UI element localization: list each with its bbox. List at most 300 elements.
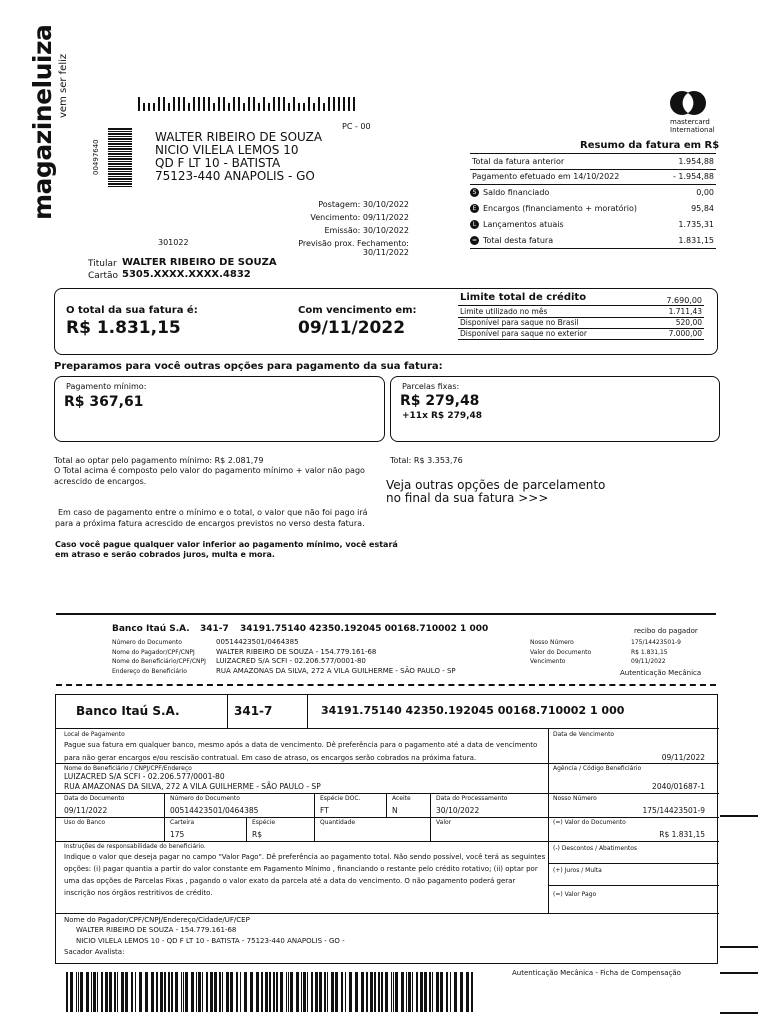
aceite: N <box>392 806 398 815</box>
recibo-right-label: Vencimento <box>530 658 566 665</box>
date-fechamento: Previsão prox. Fechamento: 30/11/2022 <box>298 239 409 257</box>
boleto-footer: Autenticação Mecânica - Ficha de Compensação <box>512 969 681 977</box>
carteira: 175 <box>170 830 185 839</box>
barcode-bar <box>440 972 443 1012</box>
date-emissao: Emissão: 30/10/2022 <box>324 226 409 235</box>
barcode-bar <box>173 97 175 111</box>
barcode-bar <box>268 103 270 111</box>
recibo-title: recibo do pagador <box>634 627 698 635</box>
benef-label: Nome do Beneficiário / CNPJ/CPF/Endereço <box>64 765 192 772</box>
barcode-bar <box>401 972 404 1012</box>
barcode-bar <box>341 972 343 1012</box>
pagador-line2: NICIO VILELA LEMOS 10 - QD F LT 10 - BATISTA - 75123-440 ANAPOLIS - GO - <box>76 937 345 945</box>
barcode-bar <box>466 972 469 1012</box>
cut-line <box>56 684 716 686</box>
barcode-bar <box>158 97 160 111</box>
barcode-bar <box>250 972 253 1012</box>
barcode-bar <box>153 103 155 111</box>
card-brand-line1: mastercard <box>670 118 710 126</box>
barcode-bar <box>381 972 383 1012</box>
data-proc: 30/10/2022 <box>436 806 480 815</box>
barcode-bar <box>331 972 334 1012</box>
barcode-bar <box>318 97 320 111</box>
envelope-code: PC - 00 <box>342 122 371 131</box>
divider <box>246 817 247 841</box>
barcode-bar <box>454 972 457 1012</box>
nosso-label: Nosso Número <box>553 795 597 802</box>
barcode-bar <box>446 972 448 1012</box>
barcode-bar <box>307 972 308 1012</box>
barcode-bar <box>290 972 293 1012</box>
barcode-bar <box>202 972 203 1012</box>
barcode-bar <box>348 97 350 111</box>
limite-row-value: 7.000,00 <box>668 329 702 338</box>
data-doc-label: Data do Documento <box>64 795 125 802</box>
boleto-code: 341-7 <box>234 704 273 718</box>
barcode-bar <box>374 972 376 1012</box>
barcode-bar <box>366 972 368 1012</box>
barcode-bar <box>278 97 280 111</box>
warn-line2: em atraso e serão cobrados juros, multa e mora. <box>55 550 275 559</box>
venc-value: 09/11/2022 <box>298 318 406 338</box>
divider <box>56 613 716 615</box>
barcode-bar <box>101 972 103 1012</box>
valor-doc-label: (=) Valor do Documento <box>553 819 626 826</box>
barcode-bar <box>333 97 335 111</box>
barcode-bar <box>93 972 96 1012</box>
barcode-bar <box>148 103 150 111</box>
barcode-bar <box>296 972 299 1012</box>
especie-label: Espécie <box>252 819 276 826</box>
side-barcode <box>108 127 132 187</box>
barcode-bar <box>324 972 326 1012</box>
barcode-bar <box>265 972 268 1012</box>
divider <box>56 728 719 729</box>
barcode-bar <box>168 972 170 1012</box>
barcode-bar <box>168 103 170 111</box>
recipient-line2: NICIO VILELA LEMOS 10 <box>155 143 299 157</box>
barcode-bar <box>311 972 313 1012</box>
local-line2: para não gerar encargos e/ou rescisão contratual. Em caso de atraso, os encargos serão cobrados na próxima fatura. <box>64 754 477 762</box>
barcode-bar <box>308 97 310 111</box>
limite-row-value: 1.711,43 <box>668 307 702 316</box>
boleto-slip <box>55 694 718 964</box>
brand-tagline: vem ser feliz <box>58 53 69 118</box>
barcode-bar <box>248 97 250 111</box>
resumo-row-label: Pagamento efetuado em 14/10/2022 <box>472 172 620 181</box>
barcode-bar <box>163 97 165 111</box>
total-value: R$ 1.831,15 <box>66 318 181 338</box>
pagador-line1: WALTER RIBEIRO DE SOUZA - 154.779.161-68 <box>76 926 237 934</box>
info-line1: Em caso de pagamento entre o mínimo e o total, o valor que não foi pago irá <box>58 508 368 517</box>
barcode-bar <box>206 972 208 1012</box>
barcode-bar <box>183 97 185 111</box>
parcelas-value: R$ 279,48 <box>400 393 480 409</box>
recibo-row-label: Nome do Pagador/CPF/CNPJ <box>112 649 195 656</box>
divider <box>470 153 716 154</box>
resumo-row <box>470 172 716 181</box>
boleto-bank: Banco Itaú S.A. <box>76 704 180 718</box>
resumo-row-value: - 1.954,88 <box>672 172 714 181</box>
barcode-bar <box>395 972 398 1012</box>
local-label: Local de Pagamento <box>64 731 125 738</box>
barcode-bar <box>253 97 255 111</box>
divider <box>56 817 719 818</box>
barcode-bar <box>280 972 283 1012</box>
resumo-row-label-wrap <box>470 236 553 245</box>
total-label: O total da sua fatura é: <box>66 305 198 316</box>
resumo-row <box>470 236 716 245</box>
resumo-row-label: Saldo financiado <box>483 188 550 197</box>
barcode-bar <box>198 972 201 1012</box>
options-heading: Preparamos para você outras opções para pagamento da sua fatura: <box>54 361 443 372</box>
carteira-label: Carteira <box>170 819 195 826</box>
barcode-bar <box>273 97 275 111</box>
barcode-bar <box>236 972 238 1012</box>
barcode-bar <box>298 103 300 111</box>
barcode-bar <box>91 972 92 1012</box>
juros-label: (+) Juros / Multa <box>553 867 602 874</box>
uso-label: Uso do Banco <box>64 819 106 826</box>
warn-line1: Caso você pague qualquer valor inferior ao pagamento mínimo, você estará <box>55 540 398 549</box>
divider <box>56 913 719 914</box>
barcode-bar <box>185 972 188 1012</box>
resumo-row-value: 1.831,15 <box>678 236 714 245</box>
instr-line2: opções: (i) pagar quantia a partir do valor constante em Pagamento Mínimo , financiando o restante pelo crédito rotativo; (ii) optar por <box>64 865 538 873</box>
barcode-bar <box>117 972 118 1012</box>
descontos-label: (-) Descontos / Abatimentos <box>553 845 638 852</box>
envelope-ref: 301022 <box>158 238 189 247</box>
veja-line1[interactable]: Veja outras opções de parcelamento <box>386 478 606 492</box>
recibo-right-value: 175/14423501-9 <box>631 639 681 646</box>
recibo-code: 341-7 <box>200 624 229 634</box>
barcode-bar <box>188 103 190 111</box>
barcode-bar <box>218 97 220 111</box>
barcode-bar <box>171 972 173 1012</box>
barcode-bar <box>193 97 195 111</box>
barcode-bar <box>391 972 392 1012</box>
barcode-bar <box>420 972 423 1012</box>
divider <box>548 885 719 886</box>
resumo-row-label: Encargos (financiamento + moratório) <box>483 204 638 213</box>
especie: R$ <box>252 830 262 839</box>
mastercard-logo-icon <box>668 90 708 116</box>
barcode-bar <box>345 972 346 1012</box>
barcode-bar <box>219 972 221 1012</box>
barcode-bar <box>76 972 77 1012</box>
recibo-row-label: Nome do Beneficiário/CPF/CNPJ <box>112 658 206 665</box>
resumo-row-label-wrap <box>470 188 549 197</box>
barcode-bar <box>301 972 302 1012</box>
resumo-title: Resumo da fatura em R$ <box>580 140 720 151</box>
date-postagem: Postagem: 30/10/2022 <box>318 200 409 209</box>
benef-line2: RUA AMAZONAS DA SILVA, 272 A VILA GUILHERME - SÃO PAULO - SP <box>64 782 321 791</box>
nosso-value: 175/14423501-9 <box>642 806 705 815</box>
limite-row-value: 520,00 <box>675 318 702 327</box>
recipient-line4: 75123-440 ANAPOLIS - GO <box>155 169 315 183</box>
barcode-bar <box>198 97 200 111</box>
instr-line4: inscrição nos órgãos restritivos de crédito. <box>64 889 213 897</box>
barcode-bar <box>256 972 259 1012</box>
recibo-row-value: 00514423501/0464385 <box>216 638 299 646</box>
barcode-bar <box>471 972 473 1012</box>
num-doc: 00514423501/0464385 <box>170 806 259 815</box>
barcode-bar <box>139 972 142 1012</box>
pagador-label: Nome do Pagador/CPF/CNPJ/Endereço/Cidade/UF/CEP <box>64 916 250 924</box>
total-parcelas: Total: R$ 3.353,76 <box>390 456 463 465</box>
barcode-bar <box>385 972 388 1012</box>
resumo-row <box>470 204 716 213</box>
divider <box>307 695 308 728</box>
venc-label: Com vencimento em: <box>298 305 417 316</box>
barcode-bar <box>135 972 136 1012</box>
barcode-bar <box>80 972 83 1012</box>
barcode-bar <box>263 97 265 111</box>
barcode-bar <box>203 97 205 111</box>
barcode-bar <box>243 103 245 111</box>
barcode-bar <box>361 972 364 1012</box>
recipient-line1: WALTER RIBEIRO DE SOUZA <box>155 130 323 144</box>
resumo-row <box>470 220 716 229</box>
resumo-row-value: 95,84 <box>691 204 714 213</box>
especie-doc-label: Espécie DOC. <box>320 795 361 802</box>
recibo-autent: Autenticação Mecânica <box>620 669 702 677</box>
benef-line1: LUIZACRED S/A SCFI - 02.206.577/0001-80 <box>64 772 225 781</box>
barcode-bar <box>261 972 263 1012</box>
barcode-bar <box>338 97 340 111</box>
barcode-bar <box>327 972 328 1012</box>
barcode-bar <box>160 972 163 1012</box>
card-number: 5305.XXXX.XXXX.4832 <box>122 269 251 280</box>
parcelas-detail: +11x R$ 279,48 <box>402 411 483 421</box>
resumo-row-icon: = <box>471 237 478 244</box>
barcode-bar <box>151 972 154 1012</box>
data-proc-label: Data do Processamento <box>436 795 508 802</box>
divider <box>56 793 719 794</box>
titular-label: Titular <box>88 259 117 269</box>
barcode-bar <box>178 97 180 111</box>
instr-line3: uma das opções de Parcelas Fixas , pagando o valor exato da parcela até a data do vencimento. O não pagamento poderá gerar <box>64 877 516 885</box>
barcode-bar <box>328 97 330 111</box>
recibo-right-label: Nosso Número <box>530 639 574 646</box>
instr-line1: Indique o valor que deseja pagar no campo "Valor Pago". Dê preferência ao pagamento total. Não sendo possível, você terá as seguintes <box>64 853 546 861</box>
valor-doc: R$ 1.831,15 <box>659 830 705 839</box>
barcode-bar <box>230 972 233 1012</box>
barcode-bar <box>288 103 290 111</box>
resumo-row-label: Total da fatura anterior <box>472 157 565 166</box>
payment-barcode <box>66 972 476 1012</box>
resumo-row-label: Lançamentos atuais <box>483 220 564 229</box>
margin-mark <box>720 1012 758 1014</box>
local-line1: Pague sua fatura em qualquer banco, mesmo após a data de vencimento. Dê preferência para o pagamento até a data de vencimento <box>64 741 538 749</box>
barcode-bar <box>319 972 322 1012</box>
barcode-bar <box>273 972 275 1012</box>
barcode-bar <box>432 972 433 1012</box>
divider <box>386 793 387 817</box>
titular-name: WALTER RIBEIRO DE SOUZA <box>122 257 277 268</box>
barcode-bar <box>222 972 223 1012</box>
total-text1: O Total acima é composto pelo valor do pagamento mínimo + valor não pago <box>54 466 365 475</box>
divider <box>470 184 716 185</box>
divider <box>458 339 704 340</box>
aceite-label: Aceite <box>392 795 411 802</box>
recibo-row-label: Número do Documento <box>112 639 182 646</box>
margin-mark <box>720 815 758 817</box>
barcode-bar <box>406 972 407 1012</box>
barcode-bar <box>353 97 355 111</box>
barcode-bar <box>408 972 411 1012</box>
barcode-bar <box>349 972 352 1012</box>
barcode-bar <box>393 972 394 1012</box>
barcode-bar <box>97 972 98 1012</box>
barcode-bar <box>210 972 213 1012</box>
barcode-bar <box>283 97 285 111</box>
resumo-row-label-wrap <box>470 157 564 166</box>
barcode-bar <box>370 972 373 1012</box>
veja-line2[interactable]: no final da sua fatura >>> <box>386 491 549 505</box>
margin-mark <box>720 946 758 948</box>
barcode-bar <box>156 972 158 1012</box>
parcelas-label: Parcelas fixas: <box>402 382 460 391</box>
margin-mark <box>720 972 758 974</box>
barcode-bar <box>429 972 431 1012</box>
barcode-bar <box>378 972 380 1012</box>
recibo-right-value: 09/11/2022 <box>631 658 666 665</box>
instr-label: Instruções de responsabilidade do beneficiário. <box>64 843 206 850</box>
barcode-bar <box>323 103 325 111</box>
barcode-bar <box>78 972 79 1012</box>
barcode-bar <box>293 97 295 111</box>
barcode-bar <box>424 972 427 1012</box>
divider <box>548 863 719 864</box>
resumo-row-value: 1.954,88 <box>678 157 714 166</box>
barcode-bar <box>343 97 345 111</box>
barcode-bar <box>436 972 439 1012</box>
divider <box>227 695 228 728</box>
barcode-bar <box>183 972 184 1012</box>
limite-title: Limite total de crédito <box>460 292 587 303</box>
divider <box>56 841 719 842</box>
barcode-bar <box>145 972 148 1012</box>
agencia-value: 2040/01687-1 <box>652 782 705 791</box>
side-code: 00497640 <box>92 139 100 175</box>
barcode-bar <box>355 972 358 1012</box>
minimo-value: R$ 367,61 <box>64 394 144 410</box>
venc-boleto: 09/11/2022 <box>661 753 705 762</box>
barcode-bar <box>223 97 225 111</box>
recibo-row-label: Endereço do Beneficiário <box>112 668 187 675</box>
avalista: Sacador Avalista: <box>64 948 125 956</box>
barcode-bar <box>313 103 315 111</box>
resumo-row <box>470 188 716 197</box>
barcode-bar <box>286 972 287 1012</box>
postal-barcode <box>138 97 360 111</box>
venc-label-boleto: Data de Vencimento <box>553 731 615 738</box>
resumo-row <box>470 157 716 166</box>
resumo-row-value: 0,00 <box>696 188 714 197</box>
barcode-bar <box>214 972 217 1012</box>
barcode-bar <box>226 972 229 1012</box>
valor-label: Valor <box>436 819 452 826</box>
limite-row-label: Disponível para saque no exterior <box>460 329 587 338</box>
barcode-bar <box>288 972 289 1012</box>
barcode-bar <box>233 97 235 111</box>
barcode-bar <box>86 972 89 1012</box>
recibo-line: 34191.75140 42350.192045 00168.710002 1 000 <box>240 624 489 634</box>
total-text2: acrescido de encargos. <box>54 477 147 486</box>
barcode-bar <box>175 972 178 1012</box>
card-brand-text <box>670 118 715 134</box>
recipient-line3: QD F LT 10 - BATISTA <box>155 156 281 170</box>
barcode-bar <box>196 972 197 1012</box>
info-line2: para a próxima fatura acrescido de encargos previstos no verso desta fatura. <box>55 519 365 528</box>
resumo-row-icon: E <box>470 204 479 213</box>
recibo-row-value: WALTER RIBEIRO DE SOUZA - 154.779.161-68 <box>216 648 377 656</box>
recibo-right-label: Valor do Documento <box>530 649 592 656</box>
barcode-bar <box>109 972 112 1012</box>
barcode-bar <box>244 972 247 1012</box>
barcode-bar <box>131 972 133 1012</box>
barcode-bar <box>412 972 413 1012</box>
barcode-bar <box>181 972 182 1012</box>
boleto-digitable-line[interactable]: 34191.75140 42350.192045 00168.710002 1 000 <box>321 704 625 717</box>
resumo-row-label-wrap <box>470 204 637 213</box>
resumo-row-icon: S <box>470 188 479 197</box>
barcode-bar <box>114 972 116 1012</box>
cartao-label: Cartão <box>88 271 119 281</box>
barcode-bar <box>125 972 128 1012</box>
barcode-bar <box>238 97 240 111</box>
pago-label: (=) Valor Pago <box>553 891 597 898</box>
resumo-row-label: Total desta fatura <box>483 236 554 245</box>
divider <box>470 248 716 249</box>
card-brand-line2: International <box>670 126 715 134</box>
recibo-bank: Banco Itaú S.A. <box>112 624 190 634</box>
limite-total: 7.690,00 <box>666 296 702 305</box>
divider <box>56 763 719 764</box>
barcode-bar <box>208 97 210 111</box>
total-minimo: Total ao optar pelo pagamento mínimo: R$ 2.081,79 <box>54 456 264 465</box>
barcode-bar <box>303 972 306 1012</box>
minimo-label: Pagamento mínimo: <box>66 382 147 391</box>
barcode-bar <box>450 972 451 1012</box>
barcode-bar <box>416 972 418 1012</box>
barcode-bar <box>335 972 338 1012</box>
recibo-right-value: R$ 1.831,15 <box>631 649 668 656</box>
barcode-bar <box>269 972 271 1012</box>
brand-name: magazineluiza <box>28 24 57 220</box>
resumo-row-label-wrap <box>470 172 619 181</box>
barcode-bar <box>258 103 260 111</box>
recibo-row-value: RUA AMAZONAS DA SILVA, 272 A VILA GUILHERME - SÃO PAULO - SP <box>216 667 456 675</box>
barcode-bar <box>315 972 318 1012</box>
date-vencimento: Vencimento: 09/11/2022 <box>310 213 409 222</box>
recibo-row-value: LUIZACRED S/A SCFI - 02.206.577/0001-80 <box>216 657 366 665</box>
num-doc-label: Número do Documento <box>170 795 240 802</box>
data-doc: 09/11/2022 <box>64 806 108 815</box>
especie-doc: FT <box>320 806 329 815</box>
barcode-bar <box>228 103 230 111</box>
divider <box>458 305 704 306</box>
barcode-bar <box>121 972 124 1012</box>
resumo-row-value: 1.735,31 <box>678 220 714 229</box>
barcode-bar <box>213 103 215 111</box>
limite-row-label: Limite utilizado no mês <box>460 307 548 316</box>
brand-logo <box>20 24 70 220</box>
barcode-bar <box>240 972 241 1012</box>
divider <box>470 169 716 170</box>
barcode-bar <box>164 972 166 1012</box>
